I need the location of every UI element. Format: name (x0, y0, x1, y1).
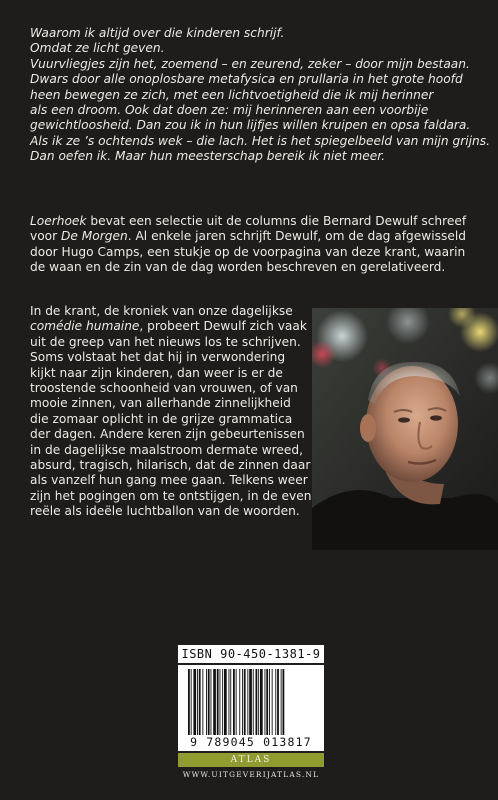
author-portrait-image (312, 308, 498, 550)
bio-line: absurd, tragisch, hilarisch, dat de zinnen daar (30, 458, 311, 473)
barcode-bar (244, 669, 246, 735)
quote-line: Dwars door alle onoplosbare metafysica en prullaria in het grote hoofd (30, 72, 463, 87)
barcode-bar (265, 669, 266, 735)
publisher-logo-text: ATLAS (178, 753, 324, 767)
isbn-label: ISBN 90-450-1381-9 (178, 645, 324, 663)
description-line: de waan en de zin van de dag worden beschreven en gerelativeerd. (30, 260, 446, 275)
barcode-bar (188, 669, 190, 735)
barcode-bar (208, 669, 210, 735)
author-paragraph (30, 304, 320, 520)
bio-line: In de krant, de kroniek van onze dagelijkse (30, 304, 293, 318)
barcode-bar (247, 669, 248, 735)
quote-line: Als ik ze ’s ochtends wek – die lach. Het is het spiegelbeeld van mijn grijns. (30, 133, 490, 148)
barcode-bar (202, 669, 203, 735)
description-line (30, 214, 480, 229)
comedie-humaine-phrase: comédie humaine (30, 319, 140, 334)
description-text: voor (30, 229, 62, 244)
barcode-bar (217, 669, 219, 735)
bio-line: uit de greep van het nieuws los te schrijven. (30, 334, 301, 349)
bio-line: in de dagelijkse maalstroom dermate wreed, (30, 442, 304, 457)
opening-quote (30, 26, 490, 165)
ean-digits: 9 789045 013817 (190, 735, 312, 749)
book-description (30, 214, 480, 276)
bio-line: kijkt naar zijn kinderen, dan weer is er de (30, 365, 283, 380)
barcode-bar (193, 669, 196, 735)
barcode-bar (197, 669, 198, 735)
bio-line: der dagen. Andere keren zijn gebeurtenissen (30, 427, 305, 442)
barcode-bar (281, 669, 282, 735)
bio-line (30, 319, 320, 334)
quote-line: Vuurvliegjes zijn het, zoemend – en zeurend, zeker – door mijn bestaan. (30, 56, 470, 71)
barcode-bar (222, 669, 223, 735)
barcode-bar (220, 669, 221, 735)
description-text: bevat een selectie uit de columns die Bernard Dewulf schreef (86, 214, 467, 228)
barcode-bar (239, 669, 240, 735)
barcode-bar (272, 669, 273, 735)
barcode-panel (175, 645, 327, 783)
barcode-bar (206, 669, 207, 735)
barcode-bar (229, 669, 230, 735)
barcode-bar (256, 669, 258, 735)
barcode-bars-graphic (188, 669, 314, 735)
barcode-bar (258, 669, 259, 735)
bio-line: zijn het pogingen om te ontstijgen, in de even (30, 488, 312, 503)
barcode-bar (230, 669, 231, 735)
barcode-bar (277, 669, 279, 735)
barcode-bar (213, 669, 216, 735)
barcode-bar (242, 669, 243, 735)
barcode-bar (260, 669, 263, 735)
barcode-bar (249, 669, 252, 735)
quote-line: als een droom. Ook dat doen ze: mij herinneren aan een voorbije (30, 103, 429, 118)
quote-line: Dan oefen ik. Maar hun meesterschap bereik ik niet meer. (30, 149, 386, 164)
description-line: door Hugo Camps, een stukje op de voorpagina van deze krant, waarin (30, 244, 466, 259)
barcode-bar (199, 669, 201, 735)
bio-text: , probeert Dewulf zich vaak (139, 319, 307, 334)
quote-line: Waarom ik altijd over die kinderen schrijf. (30, 26, 285, 40)
book-title: Loerhoek (30, 214, 87, 228)
barcode-bar (253, 669, 254, 735)
bio-line: als vanzelf hun gang mee gaan. Telkens weer (30, 473, 308, 488)
barcode-bar (236, 669, 237, 735)
barcode-bar (211, 669, 212, 735)
description-text: . Al enkele jaren schrijft Dewulf, om de dag afgewisseld (127, 229, 466, 244)
barcode-bar (266, 669, 268, 735)
newspaper-title: De Morgen (61, 229, 128, 244)
quote-line: heen bewegen ze zich, met een lichtvoetigheid die ik mij herinner (30, 87, 434, 102)
bio-line: Soms volstaat het dat hij in verwondering (30, 350, 286, 365)
barcode-bar (191, 669, 192, 735)
barcode-bar (283, 669, 285, 735)
barcode-bar (275, 669, 276, 735)
ean-barcode (178, 665, 324, 751)
barcode-bar (233, 669, 235, 735)
barcode-bar (224, 669, 227, 735)
author-photo (312, 308, 498, 550)
bio-line: die zomaar oplicht in de grijze grammatica (30, 411, 293, 426)
bio-line: troostende schoonheid van vrouwen, of van (30, 381, 298, 396)
quote-line: Omdat ze licht geven. (30, 41, 165, 56)
barcode-bar (269, 669, 270, 735)
bio-line: reële als ideële luchtballon van de woorden. (30, 504, 300, 519)
quote-line: gewichtloosheid. Dan zou ik in hun lijfjes willen kruipen en opsa faldara. (30, 118, 471, 133)
publisher-url: WWW.UITGEVERIJATLAS.NL (182, 770, 320, 779)
bio-line: mooie zinnen, van allerhande zinnelijkheid (30, 396, 291, 411)
description-line (30, 229, 480, 244)
